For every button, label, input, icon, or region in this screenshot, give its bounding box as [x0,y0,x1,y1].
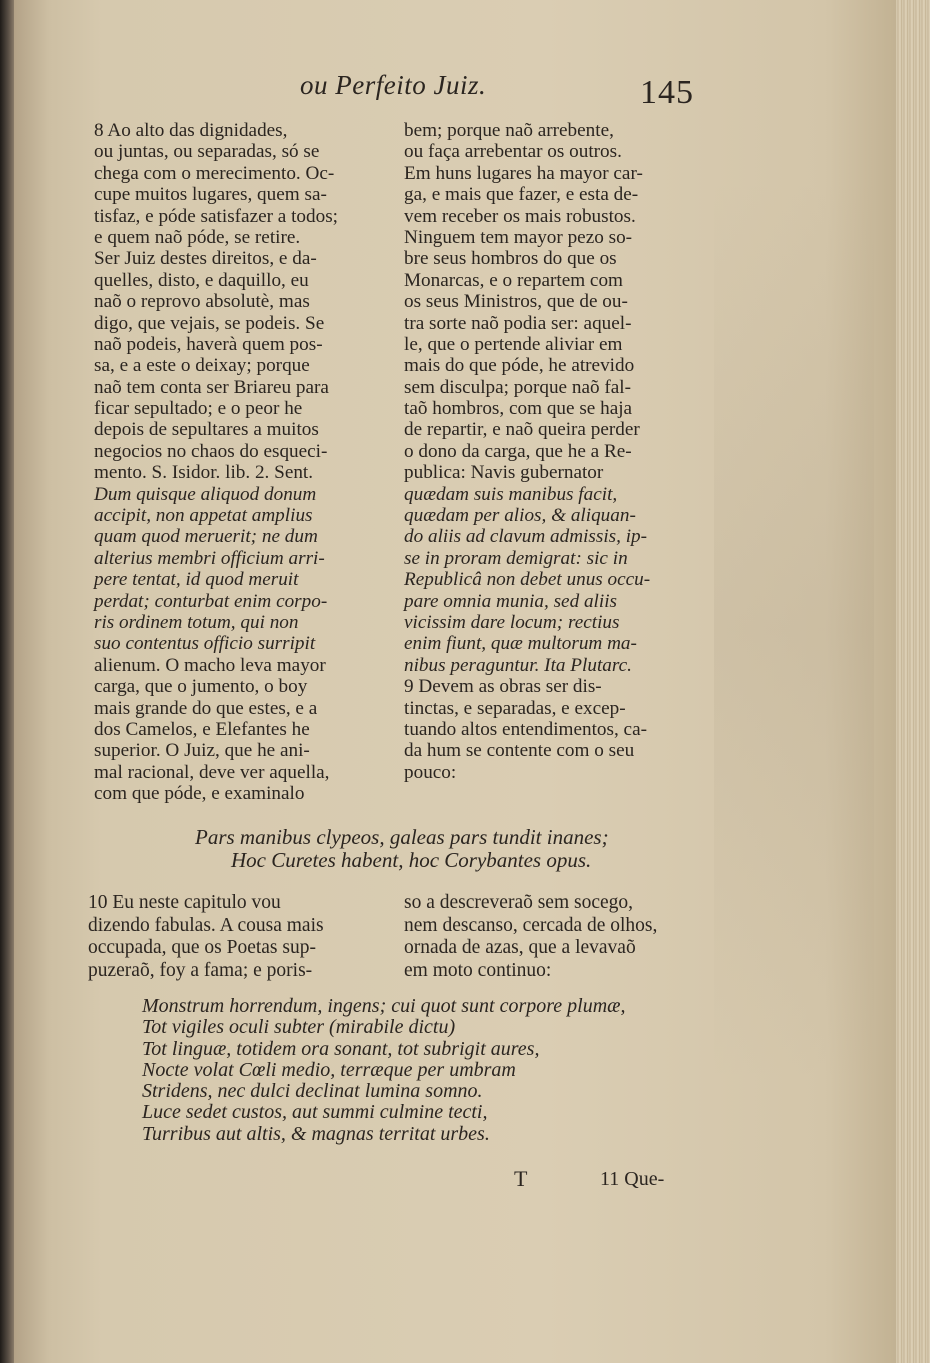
text-line: tra sorte naõ podia ser: aquel- [404,312,632,334]
text-line: sa, e a este o deixay; porque [94,355,310,377]
text-line: naõ tem conta ser Briareu para [94,376,329,398]
text-line: naõ podeis, haverà quem pos- [94,333,323,355]
text-line: vem receber os mais robustos. [404,205,636,227]
verse-line: Pars manibus clypeos, galeas pars tundit inanes; [195,825,609,849]
verse-line: Tot vigiles oculi subter (mirabile dictu) [142,1016,456,1039]
latin-quote-line: Republicâ non debet unus occu- [404,569,651,591]
text-line: bem; porque naõ arrebente, [404,120,614,141]
running-title: ou Perfeito Juiz. [300,70,487,100]
text-line: ou faça arrebentar os outros. [404,141,622,163]
text-line: ga, e mais que fazer, e esta de- [404,184,639,206]
text-line: taõ hombros, com que se haja [404,398,633,420]
latin-quote-line: do aliis ad clavum admissis, ip- [404,526,648,548]
text-line: mais do que póde, he atrevido [404,355,635,377]
text-line: de repartir, e naõ queira perder [404,419,640,441]
latin-quote-line: nibus peraguntur. Ita Plutarc. [404,654,632,676]
text-line: mal racional, deve ver aquella, [94,761,330,783]
text-column-left-lower [88,892,388,982]
text-line: bre seus hombros do que os [404,248,617,270]
latin-quote-line: accipit, non appetat amplius [94,505,313,527]
page-number: 145 [640,74,694,111]
text-line: mais grande do que estes, e a [94,697,318,719]
text-line: quelles, disto, e daquillo, eu [94,269,309,291]
text-line: ornada de azas, que a levavaõ [404,937,636,958]
text-line: naõ o reprovo absolutè, mas [94,291,310,313]
text-line: pouco: [404,761,457,783]
text-column-right [404,120,704,783]
text-line: occupada, que os Poetas sup- [88,937,316,958]
page-fore-edge [896,0,930,1363]
text-line: dizendo fabulas. A cousa mais [88,914,324,936]
latin-quote-line: quam quod meruerit; ne dum [94,526,318,548]
text-line: chega com o merecimento. Oc- [94,162,335,184]
text-line: puzeraõ, foy a fama; e poris- [88,959,313,981]
text-line: mento. S. Isidor. lib. 2. Sent. [94,462,314,484]
verse-quotation-2 [142,996,626,1145]
verse-line: Nocte volat Cœli medio, terræque per umbram [142,1058,516,1081]
latin-quote-line: quædam suis manibus facit, [404,483,618,505]
text-line: ou juntas, ou separadas, só se [94,141,320,163]
text-line: em moto continuo: [404,959,552,981]
text-line: e quem naõ póde, se retire. [94,226,301,248]
text-line: Ninguem tem mayor pezo so- [404,226,633,248]
text-line: superior. O Juiz, que he ani- [94,740,310,762]
text-line: tisfaz, e póde satisfazer a todos; [94,205,339,227]
text-line: 8 Ao alto das dignidades, [94,120,288,141]
text-column-left [94,120,400,805]
text-line: publica: Navis gubernator [404,462,604,484]
text-line: ficar sepultado; e o peor he [94,398,303,420]
text-line: tuando altos entendimentos, ca- [404,718,647,740]
book-gutter-shadow [0,0,14,1363]
ink-bleed-through [714,180,874,1080]
latin-quote-line: se in proram demigrat: sic in [404,547,628,569]
verse-quotation-1 [195,826,609,872]
text-line: digo, que vejais, se podeis. Se [94,312,325,334]
latin-quote-line: perdat; conturbat enim corpo- [94,590,328,612]
catchword: 11 Que- [600,1168,665,1190]
verse-line: Monstrum horrendum, ingens; cui quot sunt corpore plumæ, [142,995,626,1017]
latin-quote-line: suo contentus officio surripit [94,633,316,655]
latin-quote-line: enim fiunt, quæ multorum ma- [404,633,637,655]
latin-quote-line: Dum quisque aliquod donum [94,483,317,505]
text-line: Em huns lugares ha mayor car- [404,162,643,184]
text-line: sem disculpa; porque naõ fal- [404,376,631,398]
text-line: da hum se contente com o seu [404,740,635,762]
text-line: cupe muitos lugares, quem sa- [94,184,327,206]
text-column-right-lower [404,892,704,982]
text-line: le, que o pertende aliviar em [404,333,623,355]
latin-quote-line: quædam per alios, & aliquan- [404,505,636,527]
latin-quote-line: ris ordinem totum, qui non [94,611,299,633]
text-line: 10 Eu neste capitulo vou [88,892,281,913]
text-line: o dono da carga, que he a Re- [404,440,632,462]
text-line: os seus Ministros, que de ou- [404,291,628,313]
latin-quote-line: vicissim dare locum; rectius [404,611,620,633]
text-line: Monarcas, e o repartem com [404,269,623,291]
verse-line: Luce sedet custos, aut summi culmine tecti, [142,1101,488,1124]
signature-mark: T [514,1166,528,1191]
verse-line: Tot linguæ, totidem ora sonant, tot subrigit aures, [142,1037,540,1060]
text-line: Ser Juiz destes direitos, e da- [94,248,317,270]
text-line: nem descanso, cercada de olhos, [404,914,658,936]
text-line: so a descreveraõ sem socego, [404,892,634,913]
text-line: tinctas, e separadas, e excep- [404,697,626,719]
latin-quote-line: pare omnia munia, sed aliis [404,590,618,612]
latin-quote-line: pere tentat, id quod meruit [94,569,299,591]
text-line: alienum. O macho leva mayor [94,654,326,676]
text-line: negocios no chaos do esqueci- [94,440,328,462]
text-line: dos Camelos, e Elefantes he [94,718,310,740]
text-line: com que póde, e examinalo [94,783,305,805]
text-line: 9 Devem as obras ser dis- [404,676,602,698]
verse-line: Hoc Curetes habent, hoc Corybantes opus. [231,848,592,872]
text-line: carga, que o jumento, o boy [94,676,308,698]
verse-line: Stridens, nec dulci declinat lumina somno. [142,1080,483,1103]
latin-quote-line: alterius membri officium arri- [94,547,325,569]
text-line: depois de sepultares a muitos [94,419,319,441]
verse-line: Turribus aut altis, & magnas territat urbes. [142,1122,490,1145]
